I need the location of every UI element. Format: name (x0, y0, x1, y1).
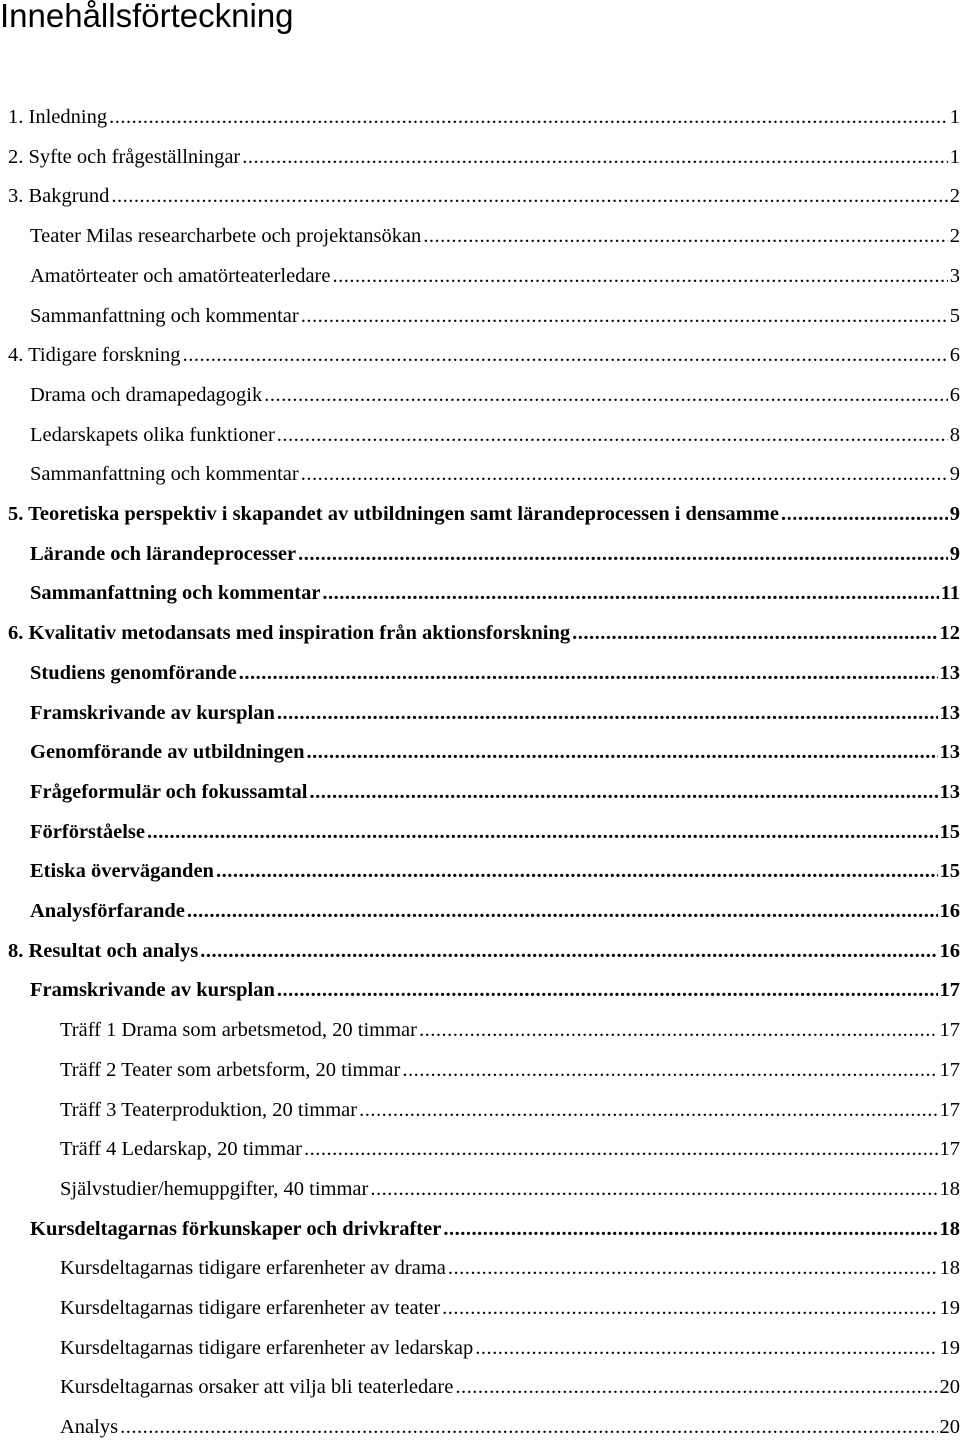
toc-entry[interactable] (30, 537, 960, 571)
dot-leader (183, 338, 948, 372)
dot-leader (298, 537, 948, 571)
toc-entry-label: 5. Teoretiska perspektiv i skapandet av utbildningen samt lärandeprocessen i densamme (8, 503, 779, 525)
toc-entry-page-number: 17 (939, 979, 960, 1001)
toc-entry[interactable] (30, 259, 960, 293)
dot-leader (239, 656, 938, 690)
toc-entry[interactable] (30, 973, 960, 1007)
toc-entry-label: Sammanfattning och kommentar (30, 463, 299, 485)
toc-entry-page-number: 8 (949, 424, 960, 446)
toc-entry-page-number: 16 (939, 940, 960, 962)
toc-entry[interactable] (30, 854, 960, 888)
toc-entry-page-number: 12 (939, 622, 960, 644)
toc-entry[interactable] (8, 616, 960, 650)
toc-entry-label: Träff 1 Drama som arbetsmetod, 20 timmar (60, 1019, 417, 1041)
dot-leader (120, 1410, 937, 1444)
dot-leader (322, 576, 938, 610)
dot-leader (277, 418, 948, 452)
toc-entry[interactable] (30, 815, 960, 849)
toc-entry[interactable] (30, 656, 960, 690)
toc-entry-page-number: 1 (949, 146, 960, 168)
dot-leader (304, 1132, 938, 1166)
toc-entry-label: Genomförande av utbildningen (30, 741, 305, 763)
dot-leader (264, 378, 948, 412)
dot-leader (309, 775, 937, 809)
toc-entry-page-number: 17 (939, 1138, 960, 1160)
toc-entry-label: Amatörteater och amatörteaterledare (30, 265, 331, 287)
dot-leader (216, 854, 938, 888)
toc-entry-page-number: 5 (949, 305, 960, 327)
toc-entry-label: Träff 2 Teater som arbetsform, 20 timmar (60, 1059, 401, 1081)
toc-entry-label: Träff 3 Teaterproduktion, 20 timmar (60, 1099, 358, 1121)
toc-entry-label: 6. Kvalitativ metodansats med inspiration från aktionsforskning (8, 622, 571, 644)
toc-entry[interactable] (30, 576, 960, 610)
dot-leader (443, 1212, 937, 1246)
toc-entry-page-number: 2 (949, 225, 960, 247)
toc-entry[interactable] (60, 1331, 960, 1365)
toc-entry-label: Självstudier/hemuppgifter, 40 timmar (60, 1178, 369, 1200)
toc-entry-page-number: 11 (940, 582, 960, 604)
dot-leader (277, 696, 938, 730)
dot-leader (402, 1053, 937, 1087)
toc-entry-label: Frågeformulär och fokussamtal (30, 781, 308, 803)
dot-leader (200, 934, 937, 968)
toc-entry-page-number: 9 (949, 463, 960, 485)
toc-entry-page-number: 13 (939, 781, 960, 803)
toc-entry-page-number: 19 (939, 1297, 960, 1319)
toc-entry-label: Ledarskapets olika funktioner (30, 424, 275, 446)
dot-leader (242, 140, 947, 174)
toc-entry[interactable] (30, 378, 960, 412)
toc-entry-page-number: 6 (949, 344, 960, 366)
toc-entry-page-number: 17 (939, 1019, 960, 1041)
toc-entry[interactable] (30, 299, 960, 333)
toc-entry-page-number: 2 (949, 185, 960, 207)
dot-leader (307, 735, 938, 769)
toc-entry[interactable] (60, 1251, 960, 1285)
toc-entry[interactable] (8, 934, 960, 968)
toc-entry-page-number: 16 (939, 900, 960, 922)
toc-entry[interactable] (30, 775, 960, 809)
toc-entry-page-number: 15 (939, 860, 960, 882)
toc-entry[interactable] (60, 1291, 960, 1325)
toc-entry-label: Teater Milas researcharbete och projektansökan (30, 225, 422, 247)
toc-entry-page-number: 13 (939, 702, 960, 724)
toc-entry-page-number: 6 (949, 384, 960, 406)
toc-entry-label: 1. Inledning (8, 106, 108, 128)
dot-leader (370, 1172, 937, 1206)
toc-entry-page-number: 17 (939, 1059, 960, 1081)
dot-leader (475, 1331, 937, 1365)
toc-entry[interactable] (60, 1172, 960, 1206)
toc-entry-label: Framskrivande av kursplan (30, 979, 275, 1001)
toc-entry[interactable] (30, 735, 960, 769)
dot-leader (423, 219, 947, 253)
toc-entry-label: Etiska överväganden (30, 860, 214, 882)
dot-leader (359, 1093, 937, 1127)
toc-entry-label: Framskrivande av kursplan (30, 702, 275, 724)
toc-entry-page-number: 19 (939, 1337, 960, 1359)
toc-entry-label: Kursdeltagarnas förkunskaper och drivkrafter (30, 1218, 442, 1240)
toc-entry[interactable] (8, 179, 960, 213)
toc-entry[interactable] (30, 894, 960, 928)
toc-entry-label: 3. Bakgrund (8, 185, 110, 207)
toc-entry[interactable] (8, 497, 960, 531)
toc-entry-page-number: 20 (939, 1376, 960, 1398)
toc-entry[interactable] (30, 219, 960, 253)
toc-entry-page-number: 9 (949, 503, 960, 525)
dot-leader (277, 973, 938, 1007)
toc-entry-page-number: 18 (939, 1178, 960, 1200)
toc-entry[interactable] (8, 100, 960, 134)
toc-entry[interactable] (60, 1132, 960, 1166)
toc-entry[interactable] (60, 1013, 960, 1047)
dot-leader (109, 100, 948, 134)
toc-entry-label: Drama och dramapedagogik (30, 384, 263, 406)
toc-entry[interactable] (8, 140, 960, 174)
toc-entry-page-number: 9 (949, 543, 960, 565)
toc-entry-label: Kursdeltagarnas tidigare erfarenheter av ledarskap (60, 1337, 474, 1359)
toc-entry[interactable] (30, 418, 960, 452)
toc-entry-label: Analysförfarande (30, 900, 185, 922)
toc-entry-label: Sammanfattning och kommentar (30, 305, 299, 327)
toc-entry-page-number: 13 (939, 662, 960, 684)
dot-leader (111, 179, 947, 213)
toc-entry-label: Träff 4 Ledarskap, 20 timmar (60, 1138, 302, 1160)
toc-entry-label: 4. Tidigare forskning (8, 344, 181, 366)
toc-entry-page-number: 13 (939, 741, 960, 763)
toc-entry-label: Kursdeltagarnas tidigare erfarenheter av drama (60, 1257, 446, 1279)
dot-leader (187, 894, 938, 928)
toc-entry[interactable] (30, 457, 960, 491)
dot-leader (572, 616, 937, 650)
toc-entry-label: Kursdeltagarnas orsaker att vilja bli teaterledare (60, 1376, 454, 1398)
toc-entry-label: Analys (60, 1416, 119, 1438)
toc-entry[interactable] (60, 1410, 960, 1444)
toc-entry-page-number: 20 (939, 1416, 960, 1438)
toc-entry[interactable] (30, 1212, 960, 1246)
toc-entry-page-number: 18 (939, 1218, 960, 1240)
toc-entry-label: Förförståelse (30, 821, 145, 843)
dot-leader (301, 299, 948, 333)
toc-entry-page-number: 18 (939, 1257, 960, 1279)
toc-entry-label: Lärande och lärandeprocesser (30, 543, 297, 565)
toc-entry-page-number: 15 (939, 821, 960, 843)
toc-entry-label: 8. Resultat och analys (8, 940, 199, 962)
toc-entry[interactable] (8, 338, 960, 372)
toc-entry[interactable] (60, 1053, 960, 1087)
dot-leader (332, 259, 947, 293)
dot-leader (781, 497, 948, 531)
toc-entry-page-number: 17 (939, 1099, 960, 1121)
dot-leader (419, 1013, 938, 1047)
dot-leader (442, 1291, 937, 1325)
toc-entry[interactable] (60, 1370, 960, 1404)
dot-leader (301, 457, 948, 491)
toc-entry[interactable] (60, 1093, 960, 1127)
toc-entry[interactable] (30, 696, 960, 730)
toc-entry-label: 2. Syfte och frågeställningar (8, 146, 241, 168)
toc-entry-page-number: 3 (949, 265, 960, 287)
toc-entry-label: Studiens genomförande (30, 662, 237, 684)
page-title: Innehållsförteckning (0, 0, 294, 34)
dot-leader (147, 815, 938, 849)
dot-leader (455, 1370, 937, 1404)
toc-entry-label: Kursdeltagarnas tidigare erfarenheter av teater (60, 1297, 441, 1319)
dot-leader (448, 1251, 938, 1285)
toc-entry-page-number: 1 (949, 106, 960, 128)
toc-entry-label: Sammanfattning och kommentar (30, 582, 321, 604)
